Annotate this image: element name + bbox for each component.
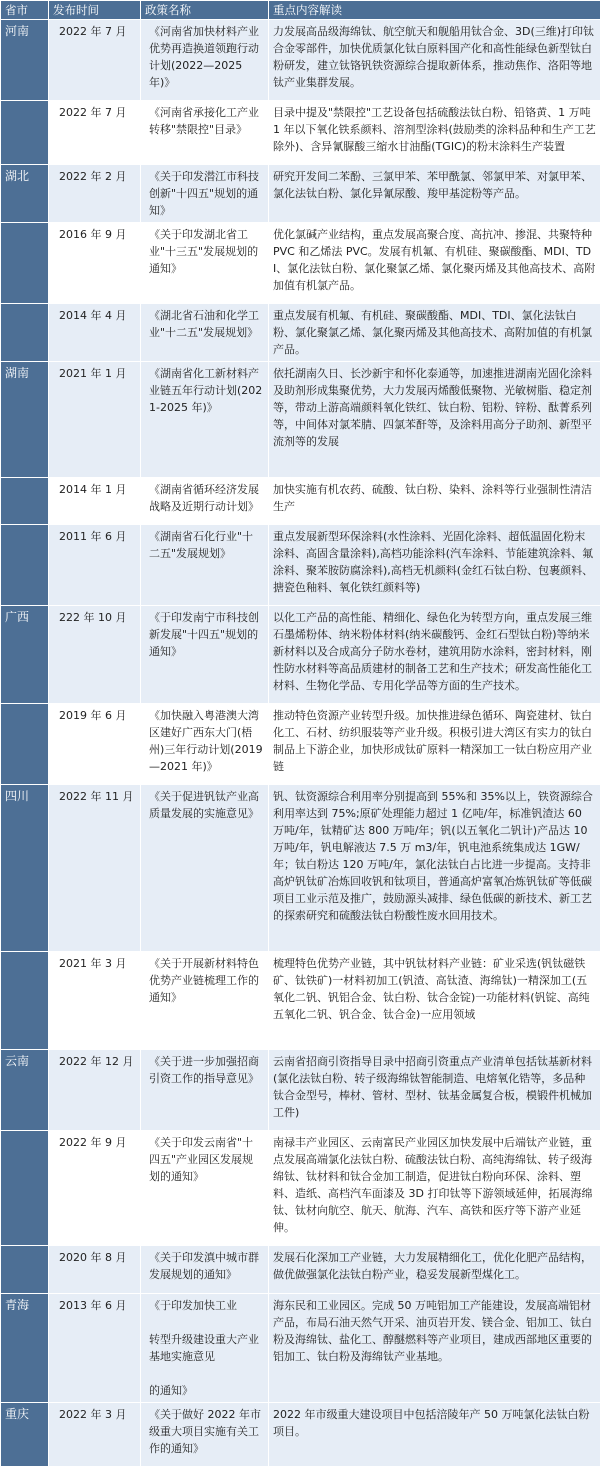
province-cell: [1, 704, 49, 785]
description-cell: 优化氯碱产业结构，重点发展高聚合度、高抗冲、掺混、共聚特种 PVC 和乙烯法 PVC。发展有机氟、有机硅、聚碳酸酯、MDI、TDI、氯化法钛白粉、氯化聚氯乙烯、氯化聚丙烯及其他高技术、高附加值有机氯产品。: [269, 223, 600, 304]
date-cell: 2019 年 6 月: [49, 704, 141, 785]
province-cell: 湖南: [1, 362, 49, 478]
policy-name-cell: 《湖北省石油和化学工业"十二五"发展规划》: [141, 304, 269, 362]
province-cell: [1, 478, 49, 525]
header-description: 重点内容解读: [269, 1, 600, 20]
policy-name-cell: 《关于开展新材料特色优势产业链梳理工作的通知》: [141, 952, 269, 1050]
header-province: 省市: [1, 1, 49, 20]
table-row: [1, 165, 600, 223]
description-cell: 目录中提及"禁限控"工艺设备包括硫酸法钛白粉、铅铬黄、1 万吨 1 年以下氧化铁系颜料、溶剂型涂料(鼓励类的涂料品种和生产工艺除外)、含异氰脲酸三缩水甘油酯(TGIC)的粉末涂料生产装置: [269, 101, 600, 165]
description-cell: 2022 年市级重大建设项目中包括涪陵年产 50 万吨氯化法钛白粉项目。: [269, 1403, 600, 1467]
date-cell: 2022 年 7 月: [49, 20, 141, 101]
province-cell: 湖北: [1, 165, 49, 223]
table-row: [1, 478, 600, 525]
table-row: [1, 223, 600, 304]
table-row: [1, 1246, 600, 1294]
date-cell: 2016 年 9 月: [49, 223, 141, 304]
policy-name-cell: 《关于印发滇中城市群发展规划的通知》: [141, 1246, 269, 1294]
table-row: [1, 1050, 600, 1131]
table-row: [1, 785, 600, 952]
policy-name-cell: 《湖南省石化行业"十二五"发展规划》: [141, 525, 269, 606]
policy-name-cell: 《关于进一步加强招商引资工作的指导意见》: [141, 1050, 269, 1131]
date-cell: 2022 年 12 月: [49, 1050, 141, 1131]
description-cell: 发展石化深加工产业链，大力发展精细化工，优化化肥产品结构，做优做强氯化法钛白粉产业，稳妥发展新型煤化工。: [269, 1246, 600, 1294]
date-cell: 2014 年 1 月: [49, 478, 141, 525]
date-cell: 2021 年 3 月: [49, 952, 141, 1050]
table-row: [1, 952, 600, 1050]
policy-name-cell: 《河南省承接化工产业转移"禁限控"目录》: [141, 101, 269, 165]
description-cell: 推动特色资源产业转型升级。加快推进绿色循环、陶瓷建材、钛白化工、石材、纺织服装等产业升级。积极引进大湾区有实力的钛白制品上下游企业，加快形成钛矿原料一精深加工一钛白粉应用产业链: [269, 704, 600, 785]
description-cell: 依托湖南久日、长沙新宇和怀化泰通等，加速推进湖南光固化涂料及助剂形成集聚优势，大力发展丙烯酸低聚物、光敏树脂、稳定剂等，带动上游高端颜料氧化铁红、钛白粉、铝粉、锌粉、酞菁系列等，中间体对氯苯腈、四氯苯酐等，及涂料用高分子助剂、新型平流剂等的发展: [269, 362, 600, 478]
date-cell: 2020 年 8 月: [49, 1246, 141, 1294]
table-row: [1, 304, 600, 362]
date-cell: 2022 年 7 月: [49, 101, 141, 165]
table-row: [1, 1131, 600, 1246]
description-cell: 重点发展有机氟、有机硅、聚碳酸酯、MDI、TDI、氯化法钛白粉、氯化聚氯乙烯、氯化聚丙烯及其他高技术、高附加值的有机氯产品。: [269, 304, 600, 362]
province-cell: [1, 952, 49, 1050]
province-cell: [1, 1246, 49, 1294]
date-cell: 2022 年 9 月: [49, 1131, 141, 1246]
table-row: [1, 704, 600, 785]
policy-name-cell: 《于印发加快工业 转型升级建设重大产业基地实施意见 的通知》: [141, 1294, 269, 1403]
province-cell: [1, 525, 49, 606]
date-cell: 2022 年 3 月: [49, 1403, 141, 1467]
province-cell: 广西: [1, 606, 49, 704]
province-cell: 重庆: [1, 1403, 49, 1467]
date-cell: 222 年 10 月: [49, 606, 141, 704]
description-cell: 研究开发间二苯酚、三氯甲苯、苯甲酰氯、邻氯甲苯、对氯甲苯、氯化法钛白粉、氯化异氰尿酸、羧甲基淀粉等产品。: [269, 165, 600, 223]
policy-name-cell: 《于印发南宁市科技创新发展"十四五"规划的通知》: [141, 606, 269, 704]
province-cell: 河南: [1, 20, 49, 101]
province-cell: 四川: [1, 785, 49, 952]
province-cell: [1, 101, 49, 165]
description-cell: 云南省招商引资指导目录中招商引资重点产业清单包括钛基新材料(氯化法钛白粉、转子级海绵钛智能制造、电熔氧化锆等，多品种钛合金型号，棒材、管材、型材、钛基金属复合板，模锻件机械加工件): [269, 1050, 600, 1131]
table-row: [1, 362, 600, 478]
table-row: [1, 20, 600, 101]
policy-name-cell: 《加快融入粤港澳大湾区建好广西东大门(梧州)三年行动计划(2019—2021 年)》: [141, 704, 269, 785]
province-cell: 青海: [1, 1294, 49, 1403]
policy-name-cell: 《关于促进钒钛产业高质量发展的实施意见》: [141, 785, 269, 952]
province-cell: 云南: [1, 1050, 49, 1131]
date-cell: 2013 年 6 月: [49, 1294, 141, 1403]
table-row: [1, 606, 600, 704]
header-date: 发布时间: [49, 1, 141, 20]
date-cell: 2021 年 1 月: [49, 362, 141, 478]
description-cell: 以化工产品的高性能、精细化、绿色化为转型方向，重点发展三维石墨烯粉体、纳米粉体材料(纳米碳酸钙、金红石型钛白粉)等纳米新材料以及合成高分子防水卷材，建筑用防水涂料，密封材料，刚性防水材料等高品质建材的制备工艺和生产技术；研发高性能化工材料、生物化学品、专用化学品等方面的生产技术。: [269, 606, 600, 704]
date-cell: 2022 年 2 月: [49, 165, 141, 223]
description-cell: 南禄丰产业园区、云南富民产业园区加快发展中后端钛产业链，重点发展高端氯化法钛白粉、硫酸法钛白粉、高纯海绵钛、转子级海绵钛、钛材料和钛合金加工制造，促进钛白粉向环保、涂料、塑料、造纸、高档汽车面漆及 3D 打印钛等下游领域延伸，拓展海绵钛、钛材向航空、航天、航海、汽车、高铁和医疗等下游产业延伸。: [269, 1131, 600, 1246]
policy-name-cell: 《湖南省化工新材料产业链五年行动计划(2021-2025 年)》: [141, 362, 269, 478]
description-cell: 加快实施有机农药、硫酸、钛白粉、染料、涂料等行业强制性清洁生产: [269, 478, 600, 525]
table-row: [1, 525, 600, 606]
policy-name-cell: 《关于印发湖北省工业"十三五"发展规划的通知》: [141, 223, 269, 304]
description-cell: 钒、钛资源综合利用率分别提高到 55%和 35%以上，铁资源综合利用率达到 75%;原矿处理能力超过 1 亿吨/年，标准钒渣达 60 万吨/年，钛精矿达 800 万吨/年；钒(以五氧化二钒计)产品达 10 万吨/年，钒电解液达 7.5 万 m3/年，钒电池系统集成达 1GW/年；钛白粉达 120 万吨/年，氯化法钛白占比进一步提高。支持非高炉钒钛矿冶炼回收钒和钛项目，普通高炉富氧冶炼钒钛矿等低碳项目工业示范及推广，鼓励源头减排、绿色低碳的新技术、新工艺的探索研究和硫酸法钛白粉酸性废水回用技术。: [269, 785, 600, 952]
description-cell: 力发展高品级海绵钛、航空航天和舰船用钛合金、3D(三维)打印钛合金零部件，加快优质氯化钛白原料国产化和高性能绿色新型钛白粉研发，建立钛铬钒铁资源综合提取新体系，推动焦作、洛阳等地钛产业集群发展。: [269, 20, 600, 101]
header-policy-name: 政策名称: [141, 1, 269, 20]
header-row: [1, 1, 600, 20]
policy-name-cell: 《河南省加快材料产业优势再造换道领跑行动计划(2022—2025 年)》: [141, 20, 269, 101]
province-cell: [1, 1131, 49, 1246]
province-cell: [1, 304, 49, 362]
policy-name-cell: 《关于做好 2022 年市级重大项目实施有关工作的通知》: [141, 1403, 269, 1467]
date-cell: 2014 年 4 月: [49, 304, 141, 362]
date-cell: 2011 年 6 月: [49, 525, 141, 606]
date-cell: 2022 年 11 月: [49, 785, 141, 952]
policy-name-cell: 《关于印发云南省"十四五"产业园区发展规划的通知》: [141, 1131, 269, 1246]
table-row: [1, 1403, 600, 1467]
table-row: [1, 101, 600, 165]
description-cell: 重点发展新型环保涂料(水性涂料、光固化涂料、超低温固化粉末涂料、高固含量涂料),高档功能涂料(汽车涂料、节能建筑涂料、氟涂料、聚苯胺防腐涂料),高档无机颜料(金红石钛白粉、包裹颜料、搪瓷色釉料、氧化铁红颜料等): [269, 525, 600, 606]
description-cell: 梳理特色优势产业链，其中钒钛材料产业链：矿业采选(钒钛磁铁矿、钛铁矿)一材料初加工(钒渣、高钛渣、海绵钛)一精深加工(五氧化二钒、钒铝合金、钛白粉、钛合金锭)一功能材料(钒锭、高纯五氧化二钒、钒合金、钛合金)一应用领域: [269, 952, 600, 1050]
policy-name-cell: 《湖南省循环经济发展战略及近期行动计划》: [141, 478, 269, 525]
description-cell: 海东民和工业园区。完成 50 万吨铝加工产能建设，发展高端铝材产品，布局石油天然气开采、油页岩开发、镁合金、铝加工、钛白粉及海绵钛、盐化工、醇醚燃料等产业项目，建成西部地区重要的铝加工、钛白粉及海绵钛产业基地。: [269, 1294, 600, 1403]
province-cell: [1, 223, 49, 304]
policy-name-cell: 《关于印发潜江市科技创新"十四五"规划的通知》: [141, 165, 269, 223]
